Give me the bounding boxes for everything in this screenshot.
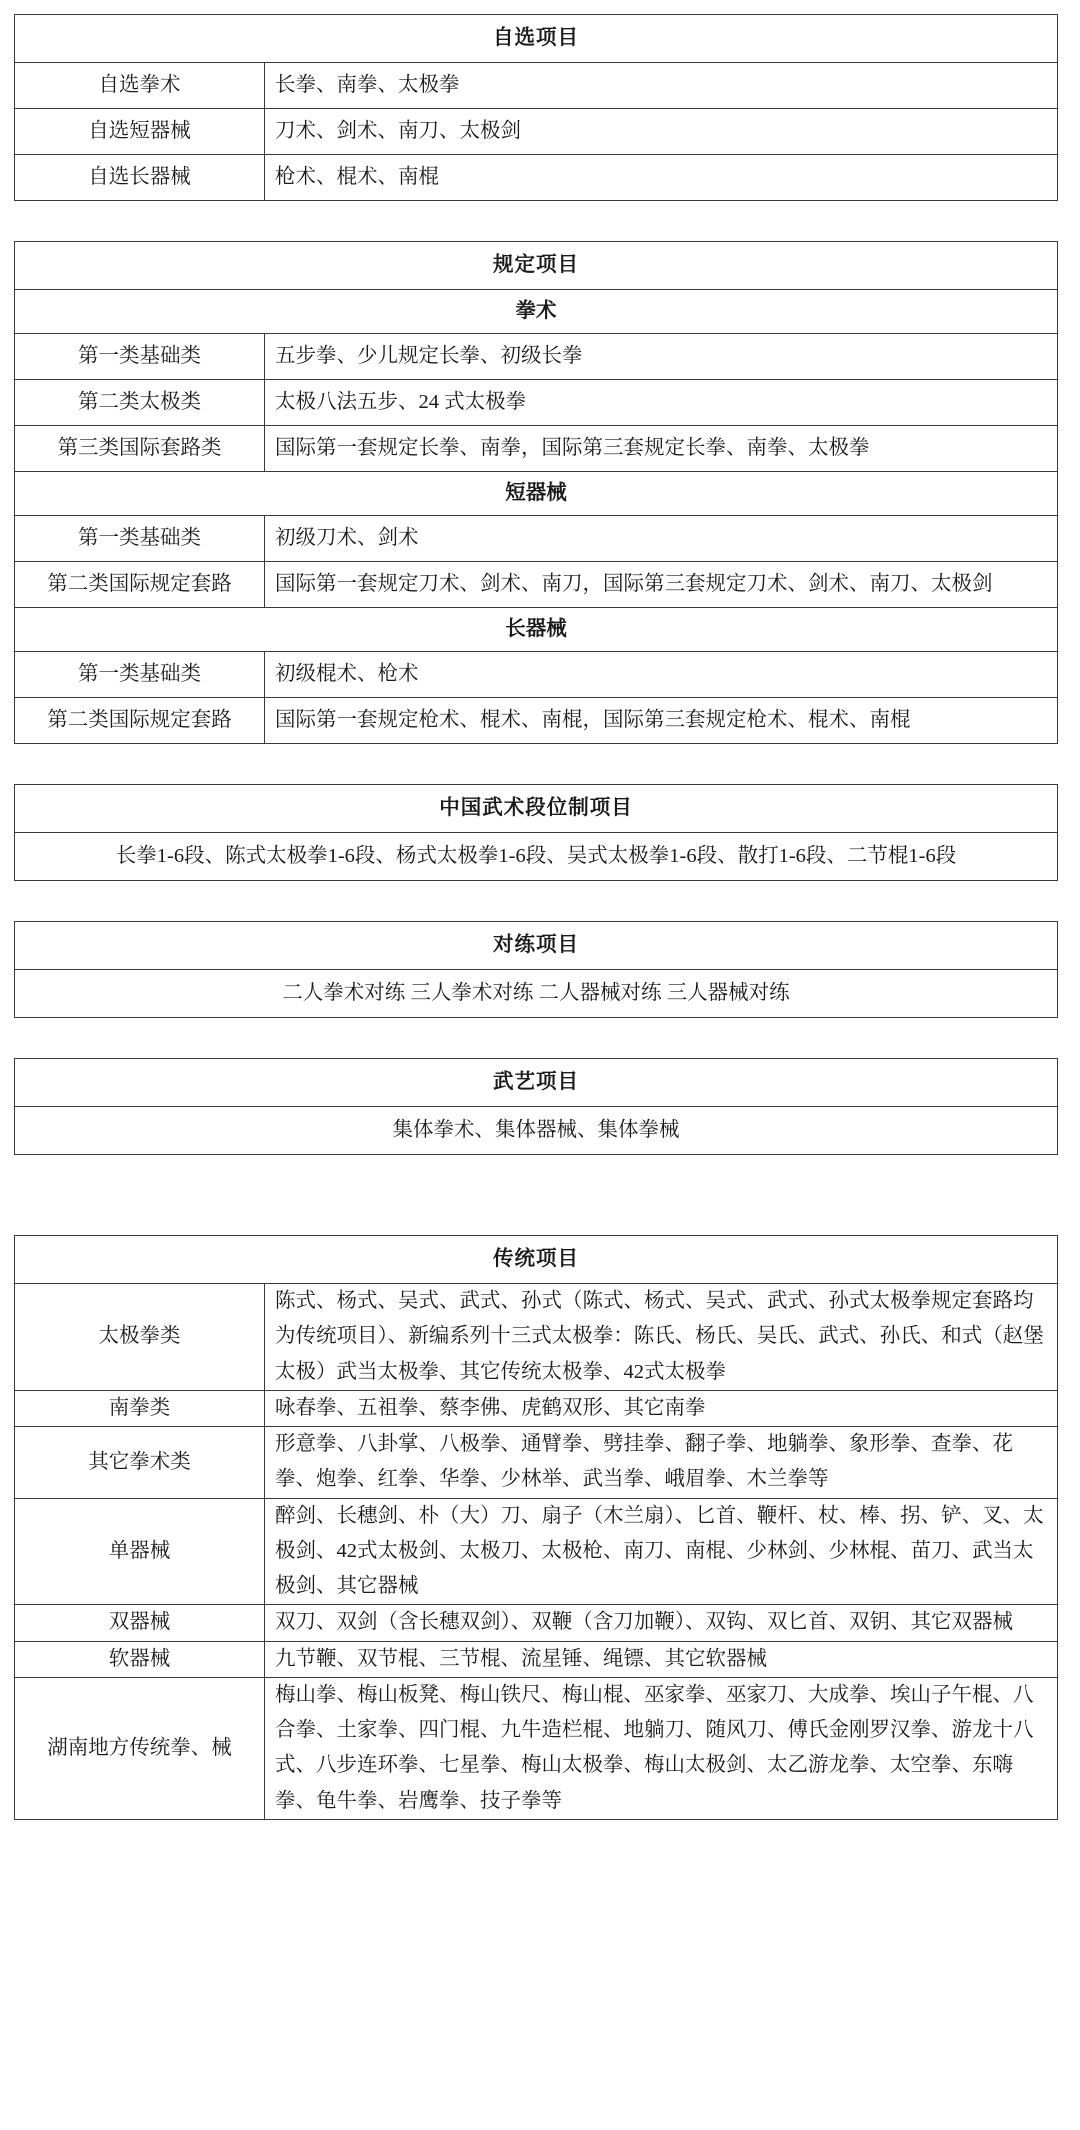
row-value: 刀术、剑术、南刀、太极剑 <box>265 109 1058 155</box>
row-value: 枪术、棍术、南棍 <box>265 155 1058 201</box>
table-header-row <box>15 242 1058 290</box>
table-row <box>15 1427 1058 1499</box>
row-value: 醉剑、长穗剑、朴（大）刀、扇子（木兰扇）、匕首、鞭杆、杖、棒、拐、铲、叉、太极剑、42式太极剑、太极刀、太极枪、南刀、南棍、少林剑、少林棍、苗刀、武当太极剑、其它器械 <box>265 1498 1058 1605</box>
row-label: 自选长器械 <box>15 155 265 201</box>
optional-events-table <box>14 14 1058 201</box>
row-label: 双器械 <box>15 1605 265 1641</box>
duilian-content: 二人拳术对练 三人拳术对练 二人器械对练 三人器械对练 <box>15 970 1058 1018</box>
section-title-traditional: 传统项目 <box>15 1236 1058 1284</box>
section-spacer <box>14 1018 1066 1058</box>
table-row <box>15 1107 1058 1155</box>
group-title-duanqixie: 短器械 <box>15 472 1058 516</box>
group-title-quanshu: 拳术 <box>15 290 1058 334</box>
wuyi-content: 集体拳术、集体器械、集体拳械 <box>15 1107 1058 1155</box>
section-spacer <box>14 881 1066 921</box>
prescribed-events-table <box>14 241 1058 744</box>
table-row <box>15 1390 1058 1426</box>
table-row <box>15 970 1058 1018</box>
row-label: 第二类国际规定套路 <box>15 562 265 608</box>
row-label: 第一类基础类 <box>15 334 265 380</box>
table-row <box>15 1284 1058 1391</box>
row-label: 南拳类 <box>15 1390 265 1426</box>
row-value: 九节鞭、双节棍、三节棍、流星锤、绳镖、其它软器械 <box>265 1641 1058 1677</box>
table-row <box>15 63 1058 109</box>
table-row <box>15 380 1058 426</box>
duanwei-content: 长拳1-6段、陈式太极拳1-6段、杨式太极拳1-6段、吴式太极拳1-6段、散打1-6段、二节棍1-6段 <box>15 833 1058 881</box>
table-row <box>15 652 1058 698</box>
row-label: 第一类基础类 <box>15 516 265 562</box>
table-row <box>15 334 1058 380</box>
row-value: 双刀、双剑（含长穗双剑）、双鞭（含刀加鞭）、双钩、双匕首、双钥、其它双器械 <box>265 1605 1058 1641</box>
group-header-row <box>15 608 1058 652</box>
section-title-duanwei: 中国武术段位制项目 <box>15 785 1058 833</box>
row-value: 梅山拳、梅山板凳、梅山铁尺、梅山棍、巫家拳、巫家刀、大成拳、埃山子午棍、八合拳、土家拳、四门棍、九牛造栏棍、地躺刀、随风刀、傅氏金刚罗汉拳、游龙十八式、八步连环拳、七星拳、梅山太极拳、梅山太极剑、太乙游龙拳、太空拳、东嗨拳、龟牛拳、岩鹰拳、技子拳等 <box>265 1677 1058 1819</box>
row-label: 湖南地方传统拳、械 <box>15 1677 265 1819</box>
table-header-row <box>15 1059 1058 1107</box>
row-label: 第三类国际套路类 <box>15 426 265 472</box>
table-row <box>15 1677 1058 1819</box>
row-label: 自选短器械 <box>15 109 265 155</box>
table-header-row <box>15 785 1058 833</box>
row-value: 五步拳、少儿规定长拳、初级长拳 <box>265 334 1058 380</box>
table-row <box>15 1605 1058 1641</box>
table-row <box>15 562 1058 608</box>
table-row <box>15 516 1058 562</box>
row-label: 第一类基础类 <box>15 652 265 698</box>
row-value: 咏春拳、五祖拳、蔡李佛、虎鹤双形、其它南拳 <box>265 1390 1058 1426</box>
group-header-row <box>15 290 1058 334</box>
table-row <box>15 426 1058 472</box>
section-spacer <box>14 1155 1066 1235</box>
table-row <box>15 155 1058 201</box>
row-label: 太极拳类 <box>15 1284 265 1391</box>
table-header-row <box>15 1236 1058 1284</box>
row-value: 初级刀术、剑术 <box>265 516 1058 562</box>
row-label: 第二类国际规定套路 <box>15 698 265 744</box>
row-label: 自选拳术 <box>15 63 265 109</box>
section-spacer <box>14 744 1066 784</box>
table-row <box>15 1641 1058 1677</box>
table-header-row <box>15 15 1058 63</box>
table-row <box>15 698 1058 744</box>
row-value: 太极八法五步、24 式太极拳 <box>265 380 1058 426</box>
row-label: 单器械 <box>15 1498 265 1605</box>
row-value: 陈式、杨式、吴式、武式、孙式（陈式、杨式、吴式、武式、孙式太极拳规定套路均为传统项目）、新编系列十三式太极拳：陈氏、杨氏、吴氏、武式、孙氏、和式（赵堡太极）武当太极拳、其它传统太极拳、42式太极拳 <box>265 1284 1058 1391</box>
row-value: 形意拳、八卦掌、八极拳、通臂拳、劈挂拳、翻子拳、地躺拳、象形拳、查拳、花拳、炮拳、红拳、华拳、少林举、武当拳、峨眉拳、木兰拳等 <box>265 1427 1058 1499</box>
row-label: 其它拳术类 <box>15 1427 265 1499</box>
group-header-row <box>15 472 1058 516</box>
section-title-prescribed: 规定项目 <box>15 242 1058 290</box>
row-value: 长拳、南拳、太极拳 <box>265 63 1058 109</box>
row-value: 国际第一套规定枪术、棍术、南棍，国际第三套规定枪术、棍术、南棍 <box>265 698 1058 744</box>
duilian-events-table <box>14 921 1058 1018</box>
table-row <box>15 833 1058 881</box>
section-title-wuyi: 武艺项目 <box>15 1059 1058 1107</box>
row-label: 软器械 <box>15 1641 265 1677</box>
section-title-duilian: 对练项目 <box>15 922 1058 970</box>
section-spacer <box>14 201 1066 241</box>
row-value: 初级棍术、枪术 <box>265 652 1058 698</box>
table-row <box>15 1498 1058 1605</box>
group-title-changqixie: 长器械 <box>15 608 1058 652</box>
table-header-row <box>15 922 1058 970</box>
row-value: 国际第一套规定长拳、南拳，国际第三套规定长拳、南拳、太极拳 <box>265 426 1058 472</box>
duanwei-events-table <box>14 784 1058 881</box>
traditional-events-table <box>14 1235 1058 1820</box>
row-label: 第二类太极类 <box>15 380 265 426</box>
row-value: 国际第一套规定刀术、剑术、南刀，国际第三套规定刀术、剑术、南刀、太极剑 <box>265 562 1058 608</box>
wuyi-events-table <box>14 1058 1058 1155</box>
section-title-optional: 自选项目 <box>15 15 1058 63</box>
table-row <box>15 109 1058 155</box>
